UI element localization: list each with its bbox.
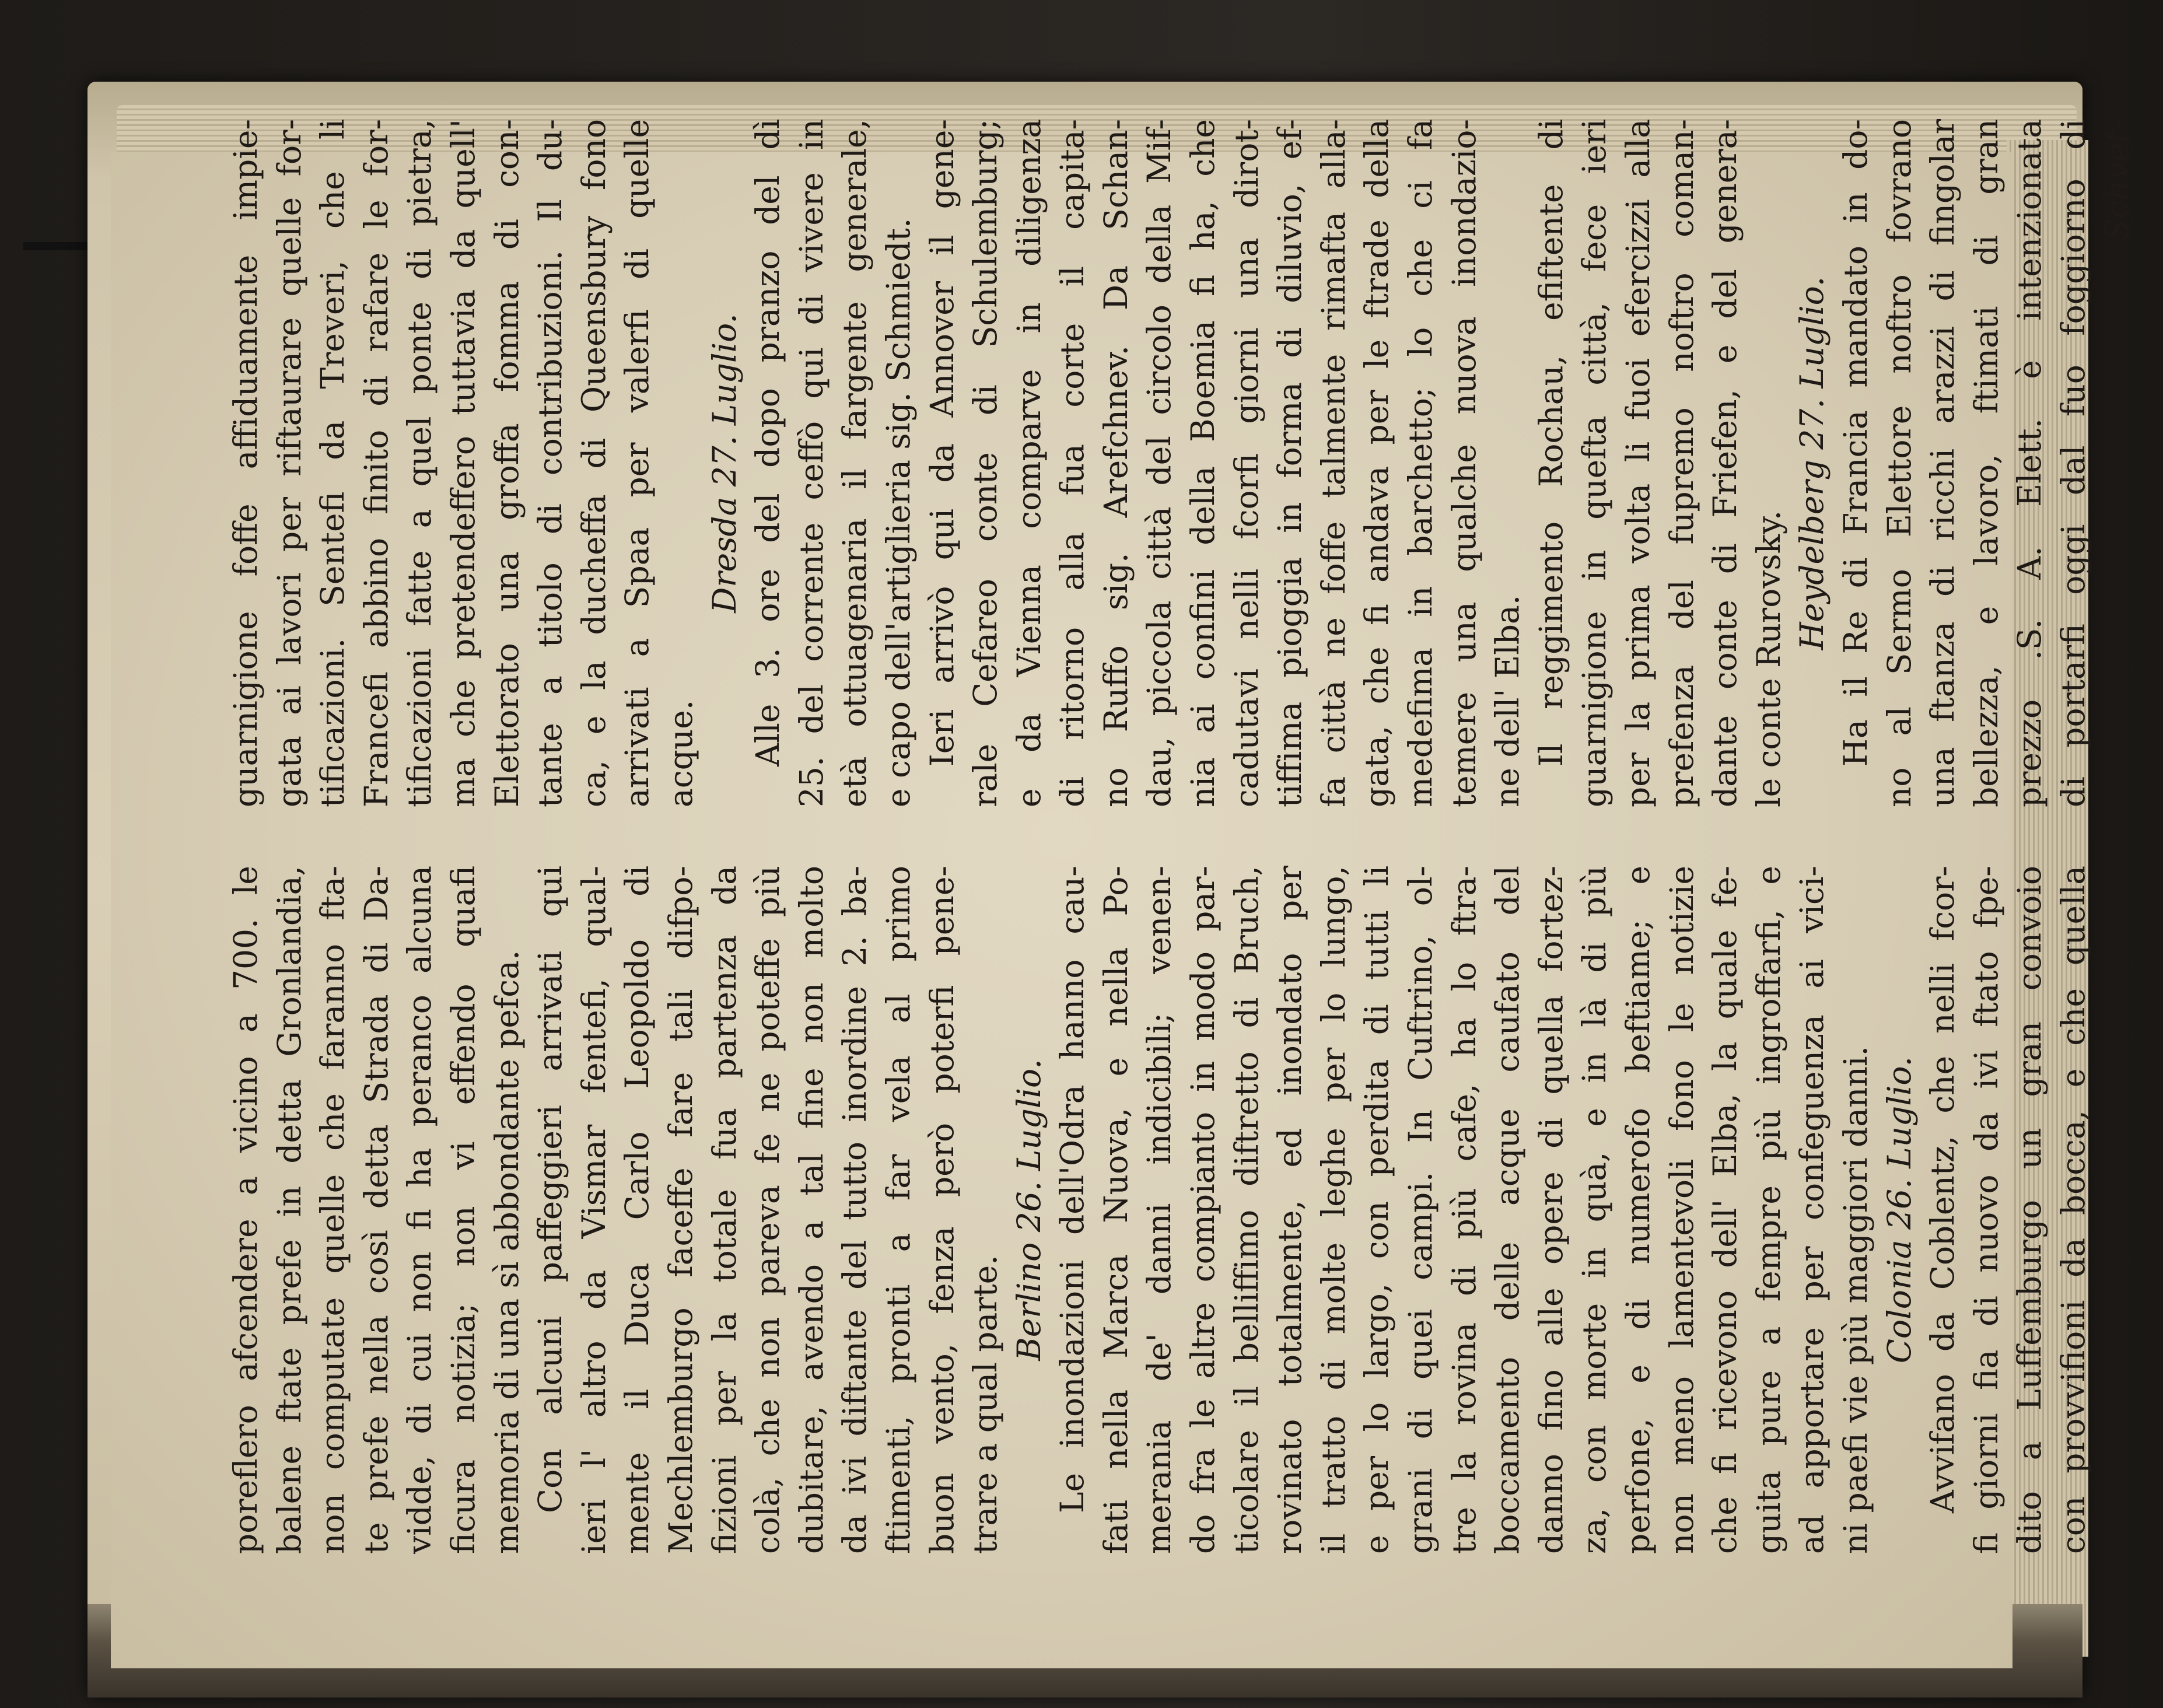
text-line: ieri l' altro da Vismar fentefi, qual-	[575, 866, 612, 1554]
text-line: tante a titolo di contribuzioni. Il du-	[531, 119, 569, 807]
text-line: nia ai confini della Boemia fi ha, che	[1184, 119, 1222, 807]
text-line: arrivati a Spaa per valerfi di quelle	[618, 119, 656, 807]
text-line: Ha il Re di Francia mandato in do-	[1836, 119, 1874, 766]
text-line: no al Sermo Elettore noftro fovrano	[1880, 119, 1918, 807]
text-line: una ftanza di ricchi arazzi di fingolar	[1924, 119, 1962, 807]
text-line: con provvifioni da bocca, e che quella	[2054, 866, 2092, 1554]
text-line: Elettorato una groffa fomma di con-	[488, 119, 526, 807]
text-line: grani di quei campi. In Cuftrino, ol-	[1402, 866, 1440, 1554]
text-line: dito a Luffemburgo un gran convoio	[2011, 866, 2049, 1554]
text-line: ni paefi vie più maggiori danni.	[1836, 1046, 1874, 1554]
text-line: merania de' danni indicibili; venen-	[1140, 866, 1178, 1554]
dateline-heading: Dresda 27. Luglio.	[705, 313, 743, 613]
text-line: boccamento delle acque caufato del	[1489, 866, 1527, 1554]
text-line: ficura notizia; non vi effendo quafi	[444, 866, 482, 1554]
text-line: rale Cefareo conte di Schulemburg;	[967, 119, 1005, 807]
text-line: dau, piccola città del circolo della Mif-	[1140, 119, 1178, 807]
text-line: età ottuagenaria il fargente generale,	[836, 119, 874, 807]
text-line: dubitare, avendo a tal fine non molto	[792, 866, 830, 1554]
text-line: buon vento, fenza però poterfi pene-	[923, 866, 961, 1554]
text-line: fi giorni fia di nuovo da ivi ftato fpe-	[1967, 866, 2005, 1554]
rotated-text-block	[224, 119, 2136, 1554]
dateline-heading: Berlino 26. Luglio.	[1010, 1059, 1048, 1361]
text-line: di ritorno alla fua corte il capita-	[1054, 119, 1091, 807]
text-line: che fi ricevono dell' Elba, la quale fe-	[1706, 866, 1744, 1554]
text-line: trare a qual parte.	[967, 1255, 1005, 1554]
text-line: guita pure a fempre più ingroffarfi, e	[1749, 866, 1787, 1554]
text-line: colà, che non pareva fe ne poteffe più	[749, 866, 787, 1554]
text-line: non computate quelle che faranno fta-	[314, 866, 352, 1554]
text-line: non meno lamentevoli fono le notizie	[1662, 866, 1700, 1554]
text-line: ma che pretendeffero tuttavia da quell'	[444, 119, 482, 807]
text-line: Avvifano da Coblentz, che nelli fcor-	[1924, 866, 1962, 1513]
text-line: prezzo .S. A. Elett. è intenzionata	[2011, 119, 2049, 807]
text-line: temere una qualche nuova inondazio-	[1445, 119, 1483, 807]
text-line: dante conte di Friefen, e del genera-	[1706, 119, 1744, 807]
text-line: perfone, e di numerofo beftiame; e	[1619, 866, 1657, 1554]
catchword: Schvet-	[2098, 119, 2136, 241]
text-line: danno fino alle opere di quella fortez-	[1532, 866, 1570, 1554]
text-line: za, con morte in quà, e in là di più	[1576, 866, 1614, 1554]
text-line: Con alcuni paffeggieri arrivati qui	[531, 866, 569, 1513]
dateline-heading: Colonia 26. Luglio.	[1880, 1056, 1918, 1364]
right-text-column	[224, 119, 2138, 807]
text-line: balene ftate prefe in detta Gronlandia,	[270, 866, 308, 1554]
text-line: ftimenti, pronti a far vela al primo	[879, 866, 917, 1554]
text-line: Ieri arrivò qui da Annover il gene-	[923, 119, 961, 766]
text-line: fa città ne foffe talmente rimafta alla-	[1314, 119, 1352, 807]
text-line: ad apportare per confeguenza ai vici-	[1793, 866, 1831, 1554]
text-line: vidde, di cui non fi ha peranco alcuna	[401, 866, 439, 1554]
text-line: tiffima pioggia in forma di diluvio, ef-	[1271, 119, 1309, 807]
text-line: guarnigione in quefta città, fece ieri	[1576, 119, 1614, 807]
text-line: no Ruffo sig. Arefchnev. Da Schan-	[1097, 119, 1135, 807]
text-line: 25. del corrente ceffò qui di vivere in	[792, 119, 830, 807]
text-line: per la prima volta li fuoi efercizzi alla	[1619, 119, 1657, 807]
text-line: da ivi diftante del tutto inordine 2. ba-	[836, 866, 874, 1554]
text-line: tre la rovina di più cafe, ha lo ftra-	[1445, 866, 1483, 1554]
text-line: fati nella Marca Nuova, e nella Po-	[1097, 866, 1135, 1554]
text-line: poreflero afcendere a vicino a 700. le	[227, 866, 264, 1554]
dateline-heading: Heydelberg 27. Luglio.	[1793, 276, 1831, 650]
text-line: e da Vienna comparve in diligenza	[1010, 119, 1048, 807]
text-line: mente il Duca Carlo Leopoldo di	[618, 866, 656, 1554]
text-line: rovinato totalmente, ed inondato per	[1271, 866, 1309, 1554]
text-line: tificazioni fatte a quel ponte di pietra,	[401, 119, 439, 807]
text-line: Francefi abbino finito di rafare le for-	[357, 119, 395, 807]
text-line: fizioni per la totale fua partenza da	[705, 866, 743, 1554]
text-line: prefenza del fupremo noftro coman-	[1662, 119, 1700, 807]
text-line: acque.	[662, 699, 699, 807]
left-text-column	[224, 866, 2095, 1554]
text-line: le conte Rurovsky.	[1749, 510, 1787, 807]
text-line: tificazioni. Sentefi da Treveri, che li	[314, 119, 352, 807]
text-line: Le inondazioni dell'Odra hanno cau-	[1054, 866, 1091, 1513]
text-line: gata ai lavori per riftaurare quelle for-	[270, 119, 308, 807]
text-line: il tratto di molte leghe per lo lungo,	[1314, 866, 1352, 1554]
text-line: Il reggimento Rochau, efiftente di	[1532, 119, 1570, 766]
text-line: te prefe nella così detta Strada di Da-	[357, 866, 395, 1554]
text-line: e per lo largo, con perdita di tutti li	[1358, 866, 1396, 1554]
text-line: e capo dell'artiglieria sig. Schmiedt.	[879, 218, 917, 807]
text-line: Alle 3. ore del dopo pranzo del dì	[749, 119, 787, 766]
text-line: bellezza, e lavoro, ftimati di gran	[1967, 119, 2005, 807]
text-line: Mechlemburgo faceffe fare tali difpo-	[662, 866, 699, 1554]
text-line: medefima in barchetto; lo che ci fa	[1402, 119, 1440, 807]
text-line: do fra le altre compianto in modo par-	[1184, 866, 1222, 1554]
text-line: di portarfi oggi dal fuo foggiorno di	[2054, 119, 2092, 807]
text-line: ticolare il belliffimo diftretto di Bruch,	[1227, 866, 1265, 1554]
text-line: ne dell' Elba.	[1489, 594, 1527, 807]
text-line: gata, che fi andava per le ftrade della	[1358, 119, 1396, 807]
text-line: guarnigione foffe affiduamente impie-	[227, 119, 264, 807]
text-line: ca, e la ducheffa di Queensbury fono	[575, 119, 612, 807]
text-line: memoria di una sì abbondante pefca.	[488, 950, 526, 1554]
text-line: cadutavi nelli fcorfi giorni una dirot-	[1227, 119, 1265, 807]
